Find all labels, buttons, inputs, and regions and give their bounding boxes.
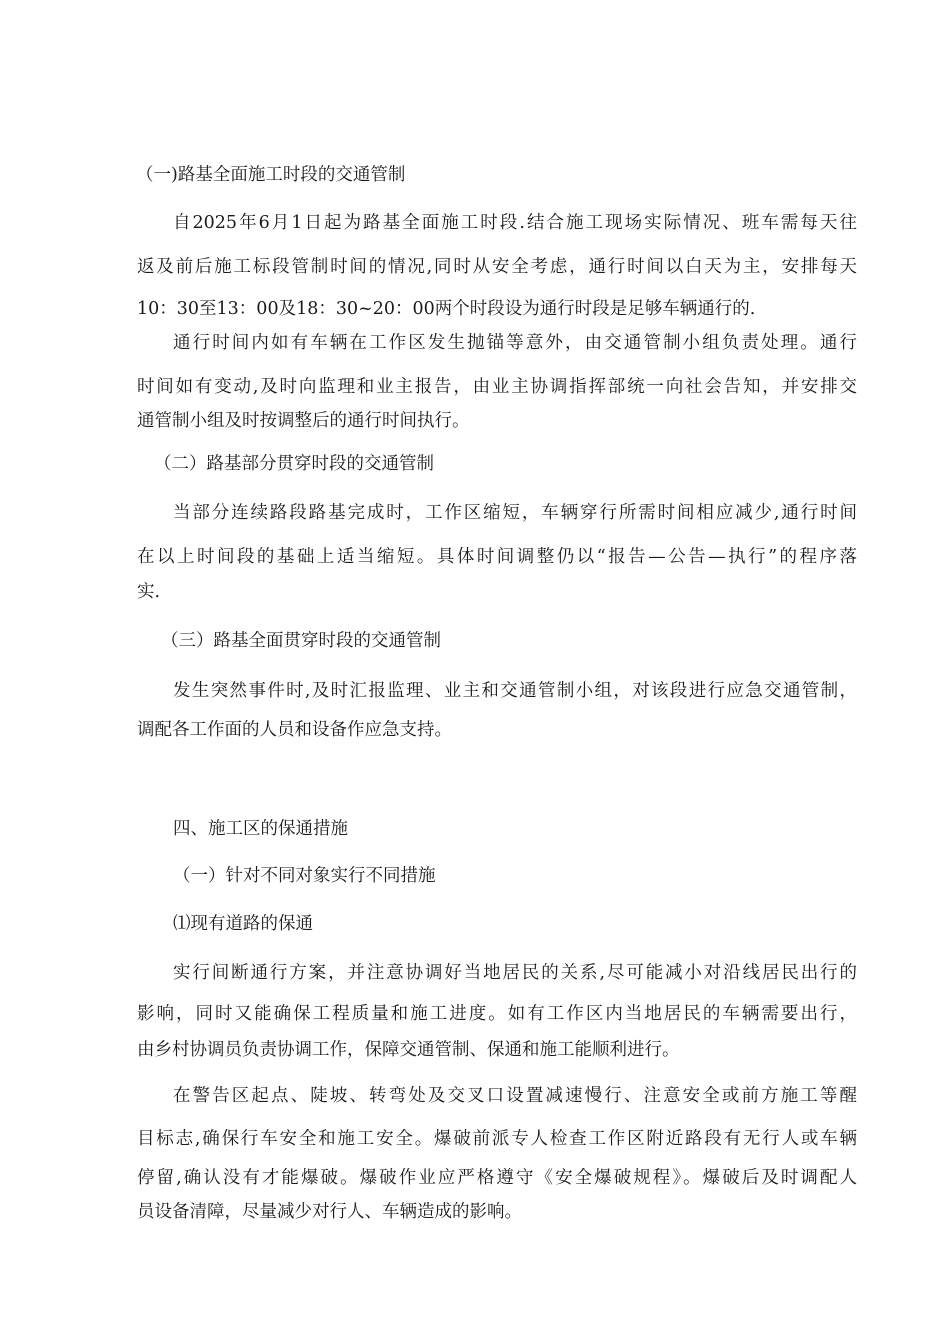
section-heading-1: （一)路基全面施工时段的交通管制 (136, 165, 406, 185)
section-heading-3: （三）路基全面贯穿时段的交通管制 (161, 631, 441, 651)
paragraph-line: 调配各工作面的人员和设备作应急支持。 (137, 720, 452, 740)
paragraph-line: 自2025年6月1日起为路基全面施工时段.结合施工现场实际情况、班车需每天往 (173, 213, 857, 233)
paragraph-line: 员设备清障，尽量减少对行人、车辆造成的影响。 (137, 1202, 522, 1222)
paragraph-line: 在警告区起点、陡坡、转弯处及交叉口设置减速慢行、注意安全或前方施工等醒 (173, 1086, 857, 1106)
paragraph-line: 实. (137, 582, 161, 602)
paragraph-line: 实行间断通行方案，并注意协调好当地居民的关系,尽可能减小对沿线居民出行的 (173, 963, 857, 983)
paragraph-line: 通行时间内如有车辆在工作区发生抛锚等意外，由交通管制小组负责处理。通行 (173, 333, 857, 353)
paragraph-line: 返及前后施工标段管制时间的情况,同时从安全考虑，通行时间以白天为主，安排每天 (137, 257, 857, 277)
paragraph-line: 目标志,确保行车安全和施工安全。爆破前派专人检查工作区附近路段有无行人或车辆 (137, 1129, 857, 1149)
subsection-heading: （一）针对不同对象实行不同措施 (173, 866, 436, 886)
section-heading-4: 四、施工区的保通措施 (173, 819, 348, 839)
section-heading-2: （二）路基部分贯穿时段的交通管制 (154, 454, 434, 474)
paragraph-line: 发生突然事件时,及时汇报监理、业主和交通管制小组，对该段进行应急交通管制， (173, 681, 857, 701)
paragraph-line: 10：30至13：00及18：30~20：00两个时段设为通行时段是足够车辆通行的. (137, 299, 756, 319)
subsubsection-heading: ⑴现有道路的保通 (173, 914, 313, 934)
paragraph-line: 由乡村协调员负责协调工作，保障交通管制、保通和施工能顺利进行。 (137, 1040, 680, 1060)
paragraph-line: 停留,确认没有才能爆破。爆破作业应严格遵守《安全爆破规程》。爆破后及时调配人 (137, 1168, 857, 1188)
paragraph-line: 时间如有变动,及时向监理和业主报告，由业主协调指挥部统一向社会告知，并安排交 (137, 377, 857, 397)
paragraph-line: 当部分连续路段路基完成时，工作区缩短，车辆穿行所需时间相应减少,通行时间 (173, 503, 857, 523)
paragraph-line: 通管制小组及时按调整后的通行时间执行。 (137, 411, 470, 431)
paragraph-line: 在以上时间段的基础上适当缩短。具体时间调整仍以“报告—公告—执行”的程序落 (137, 547, 857, 567)
paragraph-line: 影响，同时又能确保工程质量和施工进度。如有工作区内当地居民的车辆需要出行， (137, 1004, 857, 1024)
